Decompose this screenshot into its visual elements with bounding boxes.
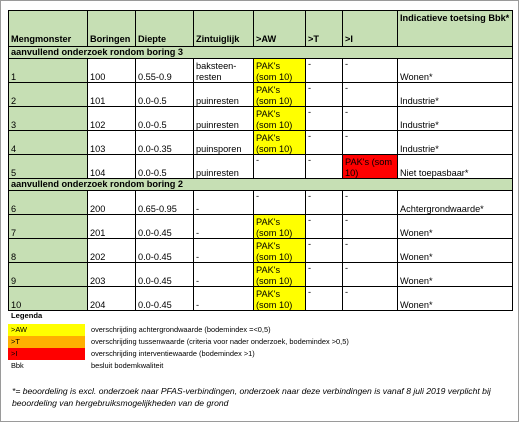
cell-boring: 202 — [88, 239, 136, 263]
cell-t: - — [306, 287, 343, 311]
cell-mengmonster: 3 — [9, 107, 88, 131]
table-row — [9, 287, 513, 311]
cell-aw: PAK's (som 10) — [254, 287, 306, 311]
header-t: >T — [306, 11, 343, 47]
section-title: aanvullend onderzoek rondom boring 2 — [9, 179, 513, 191]
cell-zintuiglijk: puinresten — [194, 83, 254, 107]
cell-t: - — [306, 107, 343, 131]
header-row — [9, 11, 513, 47]
cell-aw: PAK's (som 10) — [254, 131, 306, 155]
legend-description: overschrijding tussenwaarde (criteria voor nader onderzoek, bodemindex >0,5) — [91, 337, 349, 346]
cell-mengmonster: 10 — [9, 287, 88, 311]
table-row — [9, 155, 513, 179]
cell-i: - — [343, 191, 398, 215]
legend-items — [8, 324, 512, 372]
cell-mengmonster: 6 — [9, 191, 88, 215]
cell-t: - — [306, 263, 343, 287]
header-mengmonster: Mengmonster — [9, 11, 88, 47]
cell-zintuiglijk: - — [194, 263, 254, 287]
cell-zintuiglijk: - — [194, 191, 254, 215]
legend-item — [8, 336, 512, 348]
header-i: >I — [343, 11, 398, 47]
section-row — [9, 47, 513, 59]
cell-zintuiglijk: baksteen-resten — [194, 59, 254, 83]
cell-bbk: Industrie* — [398, 83, 513, 107]
cell-i: - — [343, 263, 398, 287]
cell-mengmonster: 7 — [9, 215, 88, 239]
cell-i: PAK's (som 10) — [343, 155, 398, 179]
cell-zintuiglijk: - — [194, 287, 254, 311]
legend-item — [8, 348, 512, 360]
table-row — [9, 107, 513, 131]
cell-t: - — [306, 83, 343, 107]
cell-t: - — [306, 155, 343, 179]
cell-boring: 102 — [88, 107, 136, 131]
cell-bbk: Wonen* — [398, 287, 513, 311]
cell-t: - — [306, 131, 343, 155]
cell-i: - — [343, 239, 398, 263]
cell-aw: - — [254, 155, 306, 179]
table-row — [9, 215, 513, 239]
cell-bbk: Wonen* — [398, 239, 513, 263]
cell-bbk: Wonen* — [398, 263, 513, 287]
cell-aw: PAK's (som 10) — [254, 215, 306, 239]
table-row — [9, 131, 513, 155]
cell-mengmonster: 4 — [9, 131, 88, 155]
cell-mengmonster: 2 — [9, 83, 88, 107]
cell-bbk: Niet toepasbaar* — [398, 155, 513, 179]
cell-diepte: 0.0-0.45 — [136, 215, 194, 239]
cell-aw: PAK's (som 10) — [254, 107, 306, 131]
cell-boring: 203 — [88, 263, 136, 287]
cell-zintuiglijk: puinresten — [194, 155, 254, 179]
cell-t: - — [306, 59, 343, 83]
cell-i: - — [343, 287, 398, 311]
cell-diepte: 0.0-0.5 — [136, 155, 194, 179]
legend-code: Bbk — [11, 361, 24, 370]
cell-i: - — [343, 107, 398, 131]
cell-i: - — [343, 215, 398, 239]
cell-zintuiglijk: - — [194, 239, 254, 263]
header-bbk: Indicatieve toetsing Bbk* — [398, 11, 513, 47]
cell-i: - — [343, 131, 398, 155]
legend-code: >AW — [8, 324, 85, 336]
cell-diepte: 0.0-0.5 — [136, 83, 194, 107]
cell-boring: 200 — [88, 191, 136, 215]
cell-zintuiglijk: puinresten — [194, 107, 254, 131]
cell-mengmonster: 5 — [9, 155, 88, 179]
cell-mengmonster: 9 — [9, 263, 88, 287]
legend-item — [8, 360, 512, 372]
table-row — [9, 263, 513, 287]
legend-description: besluit bodemkwaliteit — [91, 361, 164, 370]
cell-boring: 204 — [88, 287, 136, 311]
cell-boring: 201 — [88, 215, 136, 239]
header-zintuiglijk: Zintuiglijk — [194, 11, 254, 47]
table-row — [9, 59, 513, 83]
table-row — [9, 83, 513, 107]
cell-boring: 101 — [88, 83, 136, 107]
legend-item — [8, 324, 512, 336]
cell-t: - — [306, 215, 343, 239]
cell-boring: 100 — [88, 59, 136, 83]
cell-t: - — [306, 191, 343, 215]
cell-bbk: Achtergrondwaarde* — [398, 191, 513, 215]
cell-aw: PAK's (som 10) — [254, 83, 306, 107]
section-title: aanvullend onderzoek rondom boring 3 — [9, 47, 513, 59]
section-row — [9, 179, 513, 191]
cell-bbk: Industrie* — [398, 107, 513, 131]
header-boringen: Boringen — [88, 11, 136, 47]
cell-aw: PAK's (som 10) — [254, 239, 306, 263]
cell-bbk: Wonen* — [398, 215, 513, 239]
cell-diepte: 0.0-0.45 — [136, 287, 194, 311]
cell-mengmonster: 1 — [9, 59, 88, 83]
results-table — [8, 10, 513, 311]
cell-i: - — [343, 59, 398, 83]
cell-aw: PAK's (som 10) — [254, 263, 306, 287]
table-row — [9, 191, 513, 215]
footnote: *= beoordeling is excl. onderzoek naar PFAS-verbindingen, onderzoek naar deze verbindingen is vanaf 8 juli 2019 verplicht bij beoordeling van hergebruiksmogelijkheden van de grond — [12, 386, 491, 408]
cell-zintuiglijk: puinsporen — [194, 131, 254, 155]
header-aw: >AW — [254, 11, 306, 47]
legend-code: >I — [8, 348, 85, 360]
cell-bbk: Wonen* — [398, 59, 513, 83]
cell-mengmonster: 8 — [9, 239, 88, 263]
cell-diepte: 0.65-0.95 — [136, 191, 194, 215]
legend-title: Legenda — [11, 311, 43, 320]
legend-description: overschrijding achtergrondwaarde (bodemindex =<0,5) — [91, 325, 271, 334]
cell-zintuiglijk: - — [194, 215, 254, 239]
cell-aw: - — [254, 191, 306, 215]
cell-i: - — [343, 83, 398, 107]
table-row — [9, 239, 513, 263]
cell-diepte: 0.0-0.35 — [136, 131, 194, 155]
cell-bbk: Industrie* — [398, 131, 513, 155]
cell-diepte: 0.0-0.45 — [136, 263, 194, 287]
table-body — [9, 47, 513, 311]
cell-diepte: 0.55-0.9 — [136, 59, 194, 83]
cell-diepte: 0.0-0.45 — [136, 239, 194, 263]
legend — [8, 311, 512, 372]
cell-boring: 103 — [88, 131, 136, 155]
cell-t: - — [306, 239, 343, 263]
legend-description: overschrijding interventiewaarde (bodemindex >1) — [91, 349, 255, 358]
cell-diepte: 0.0-0.5 — [136, 107, 194, 131]
cell-boring: 104 — [88, 155, 136, 179]
header-diepte: Diepte — [136, 11, 194, 47]
legend-code: >T — [8, 336, 85, 348]
cell-aw: PAK's (som 10) — [254, 59, 306, 83]
